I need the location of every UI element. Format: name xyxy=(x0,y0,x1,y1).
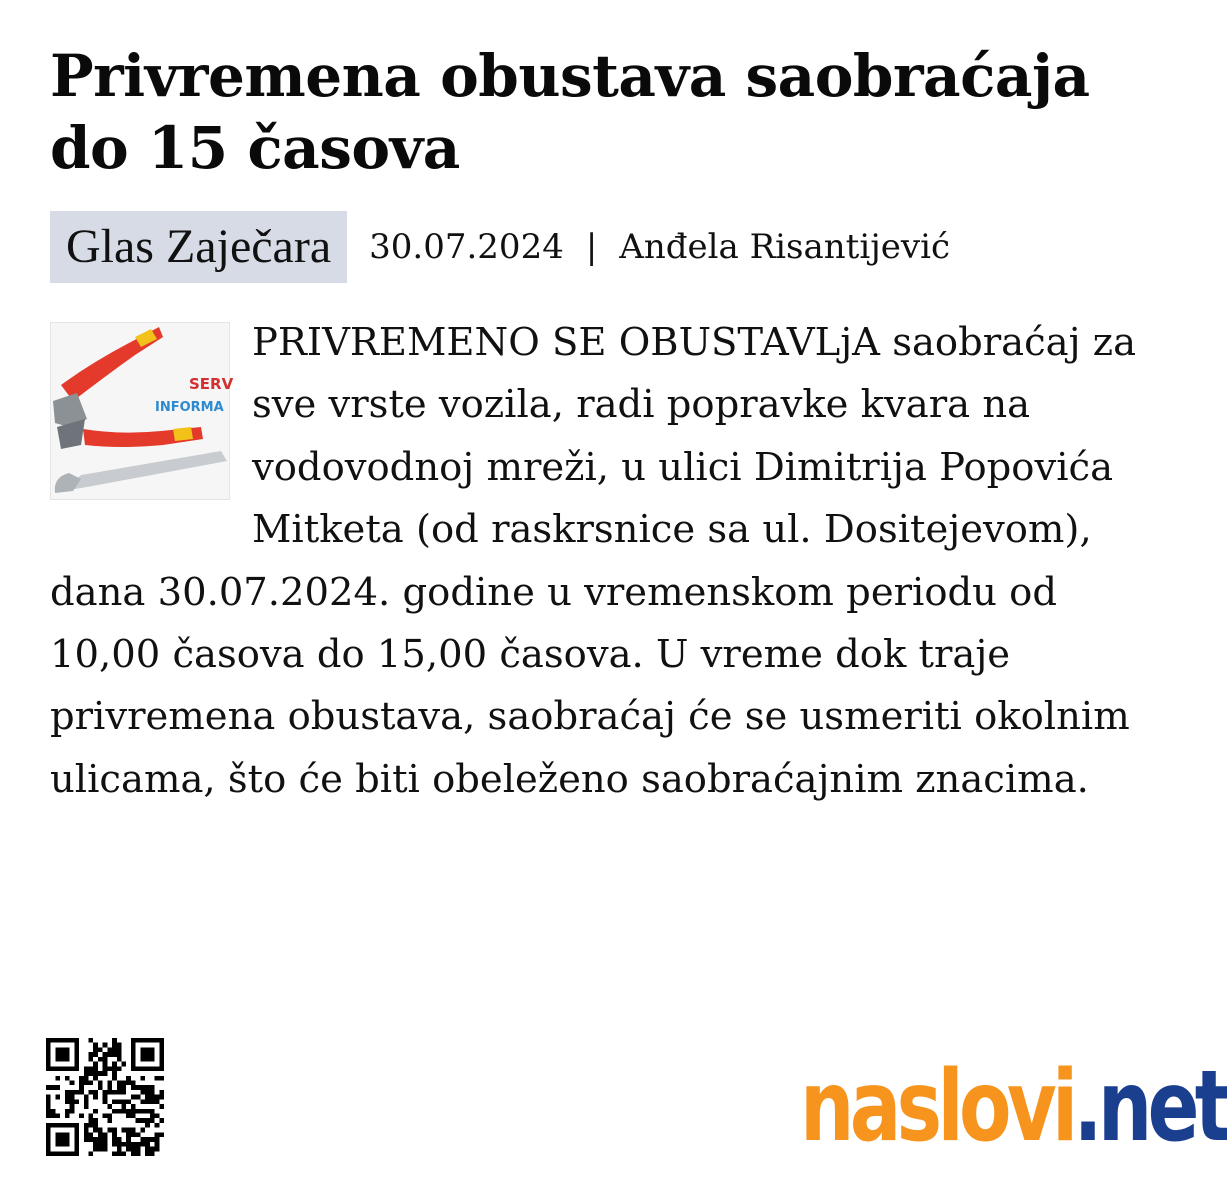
article-text: PRIVREMENO SE OBUSTAVLjA saobraćaj za sve vrste vozila, radi popravke kvara na vodovodnoj mreži, u ulici Dimitrija Popovića Mitketa (od raskrsnice sa ul. Dositejevom), dana 30.07.2024. godine u vremenskom periodu od 10,00 časova do 15,00 časova. U vreme dok traje privremena obustava, saobraćaj će se usmeriti okolnim ulicama, što će biti obeleženo saobraćajnim znacima. xyxy=(50,320,1137,802)
publish-date: 30.07.2024 xyxy=(369,227,564,267)
naslovi-logo[interactable] xyxy=(800,1052,1227,1162)
article-headline[interactable]: Privremena obustava saobraćaja do 15 časova xyxy=(50,42,1090,182)
thumbnail-text-informa: INFORMA xyxy=(155,400,224,415)
article-thumbnail[interactable] xyxy=(50,322,234,500)
article-body xyxy=(50,312,1160,811)
tools-illustration xyxy=(51,323,234,499)
article-meta xyxy=(50,211,950,283)
byline-separator: | xyxy=(585,227,598,267)
logo-part-naslovi: naslovi xyxy=(800,1050,1074,1164)
source-badge[interactable]: Glas Zaječara xyxy=(50,211,347,283)
qr-code[interactable] xyxy=(46,1038,164,1156)
author-name: Anđela Risantijević xyxy=(619,227,950,267)
byline xyxy=(369,227,950,267)
logo-part-net: .net xyxy=(1073,1050,1227,1164)
thumbnail-text-serv: SERV xyxy=(189,375,234,393)
